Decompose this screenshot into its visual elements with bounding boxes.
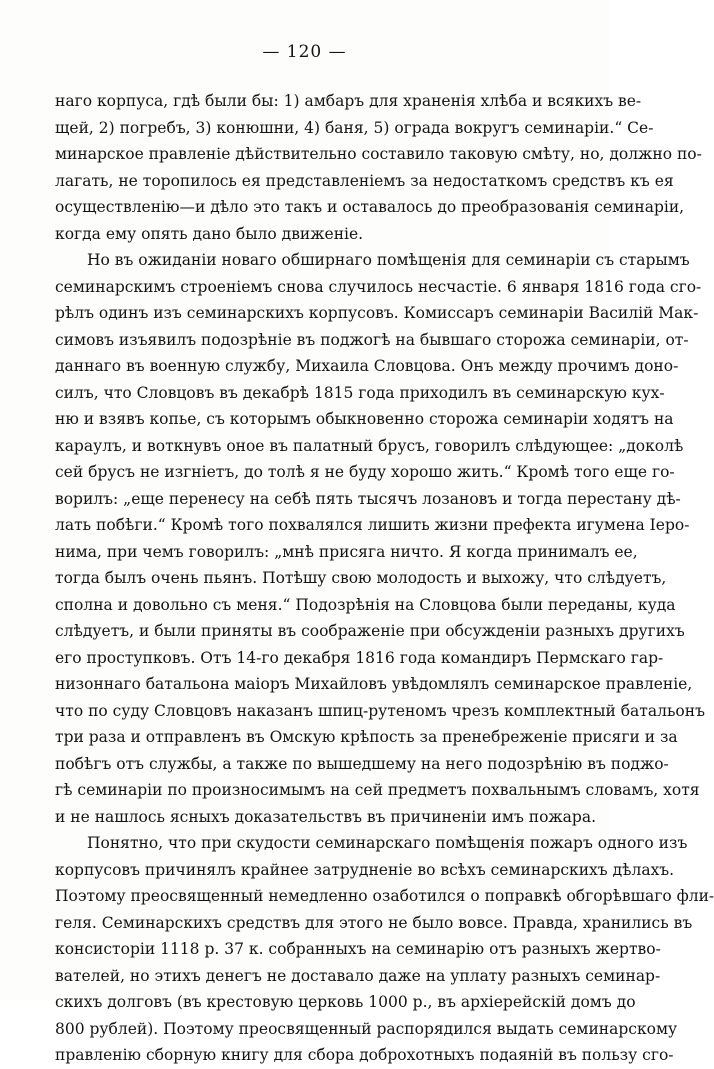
text-line: корпусовъ причинялъ крайнее затрудненіе во всѣхъ семинарскихъ дѣлахъ.	[55, 860, 675, 879]
text-line: когда ему опять дано было движеніе.	[55, 224, 364, 243]
text-line: сей брусъ не изгніетъ, до толѣ я не буду хорошо жить.“ Кромѣ того еще го-	[55, 463, 675, 481]
text-line: консисторіи 1118 р. 37 к. собранныхъ на семинарію отъ разныхъ жертво-	[55, 940, 661, 958]
text-line: семинарскимъ строеніемъ снова случилось несчастіе. 6 января 1816 года сго-	[55, 277, 702, 296]
text-line: ворилъ: „еще перенесу на себѣ пять тысячъ лозановъ и тогда перестану дѣ-	[55, 489, 681, 508]
text-line: щей, 2) погребъ, 3) конюшни, 4) баня, 5) ограда вокругъ семинаріи.“ Се-	[55, 118, 654, 137]
text-line: его проступковъ. Отъ 14-го декабря 1816 года командиръ Пермскаго гар-	[55, 648, 664, 667]
paragraph-3	[55, 830, 714, 1069]
text-line: силъ, что Словцовъ въ декабрѣ 1815 года приходилъ въ семинарскую кух-	[55, 383, 665, 402]
text-line: ню и взявъ копье, съ которымъ обыкновенно сторожа семинаріи ходятъ на	[55, 410, 674, 428]
text-body	[55, 88, 714, 1069]
text-line: побѣгъ отъ службы, а также по вышедшему на него подозрѣнію въ поджо-	[55, 754, 669, 773]
page-number: — 120 —	[262, 42, 347, 62]
text-line: лать побѣги.“ Кромѣ того похвалялся лишить жизни префекта игумена Іеро-	[55, 516, 690, 534]
text-line: вателей, но этихъ денегъ не доставало даже на уплату разныхъ семинар-	[55, 966, 661, 985]
text-line: симовъ изъявилъ подозрѣніе въ поджогѣ на бывшаго сторожа семинаріи, от-	[55, 330, 689, 349]
text-line: слѣдуетъ, и были приняты въ соображеніе при обсужденіи разныхъ другихъ	[55, 622, 685, 640]
text-line: караулъ, и воткнувъ оное въ палатный брусъ, говорилъ слѣдующее: „доколѣ	[55, 436, 684, 455]
text-line: гѣ семинаріи по произносимымъ на сей предметъ похвальнымъ словамъ, хотя	[55, 781, 700, 799]
text-line: три раза и отправленъ въ Омскую крѣпость за пренебреженіе присяги и за	[55, 728, 678, 746]
text-line: рѣлъ одинъ изъ семинарскихъ корпусовъ. Комиссаръ семинаріи Василій Мак-	[55, 304, 699, 322]
paragraph-1	[55, 88, 702, 247]
text-line: нима, при чемъ говорилъ: „мнѣ присяга ничто. Я когда принималъ ее,	[55, 542, 638, 561]
text-line: лагать, не торопилось ея представленіемъ за недостаткомъ средствъ къ ея	[55, 171, 674, 190]
text-line: наго корпуса, гдѣ были бы: 1) амбаръ для храненія хлѣба и всякихъ ве-	[55, 92, 642, 110]
text-line: 800 рублей). Поэтому преосвященный распорядился выдать семинарскому	[55, 1019, 678, 1038]
text-line: правленію сборную книгу для сбора доброхотныхъ подаяній въ пользу сго-	[55, 1046, 674, 1064]
text-line: Но въ ожиданіи новаго обширнаго помѣщенія для семинаріи съ старымъ	[87, 251, 690, 269]
text-line: скихъ долговъ (въ крестовую церковь 1000 р., въ архіерейскій домъ до	[55, 993, 636, 1011]
text-line: минарское правленіе дѣйствительно составило таковую смѣту, но, должно по-	[55, 145, 702, 163]
text-line: Поэтому преосвященный немедленно озаботился о поправкѣ обгорѣвшаго фли-	[55, 887, 714, 905]
text-line: даннаго въ военную службу, Михаила Словцова. Онъ между прочимъ доно-	[55, 357, 679, 375]
text-line: и не нашлось ясныхъ доказательствъ въ причиненіи имъ пожара.	[55, 807, 597, 826]
text-line: осуществленію—и дѣло это такъ и оставалось до преобразованія семинаріи,	[55, 198, 685, 216]
text-line: тогда былъ очень пьянъ. Потѣшу свою молодость и выхожу, что слѣдуетъ,	[55, 569, 667, 587]
text-line: сполна и довольно съ меня.“ Подозрѣнія на Словцова были переданы, куда	[55, 595, 676, 614]
text-line: низоннаго батальона маіоръ Михайловъ увѣдомлялъ семинарское правленіе,	[55, 675, 693, 693]
text-line: Понятно, что при скудости семинарскаго помѣщенія пожаръ одного изъ	[87, 834, 688, 852]
paragraph-2	[55, 247, 705, 830]
text-line: что по суду Словцовъ наказанъ шпиц-рутеномъ чрезъ комплектный батальонъ	[55, 701, 705, 720]
text-line: геля. Семинарскихъ средствъ для этого не было вовсе. Правда, хранились въ	[55, 913, 693, 932]
